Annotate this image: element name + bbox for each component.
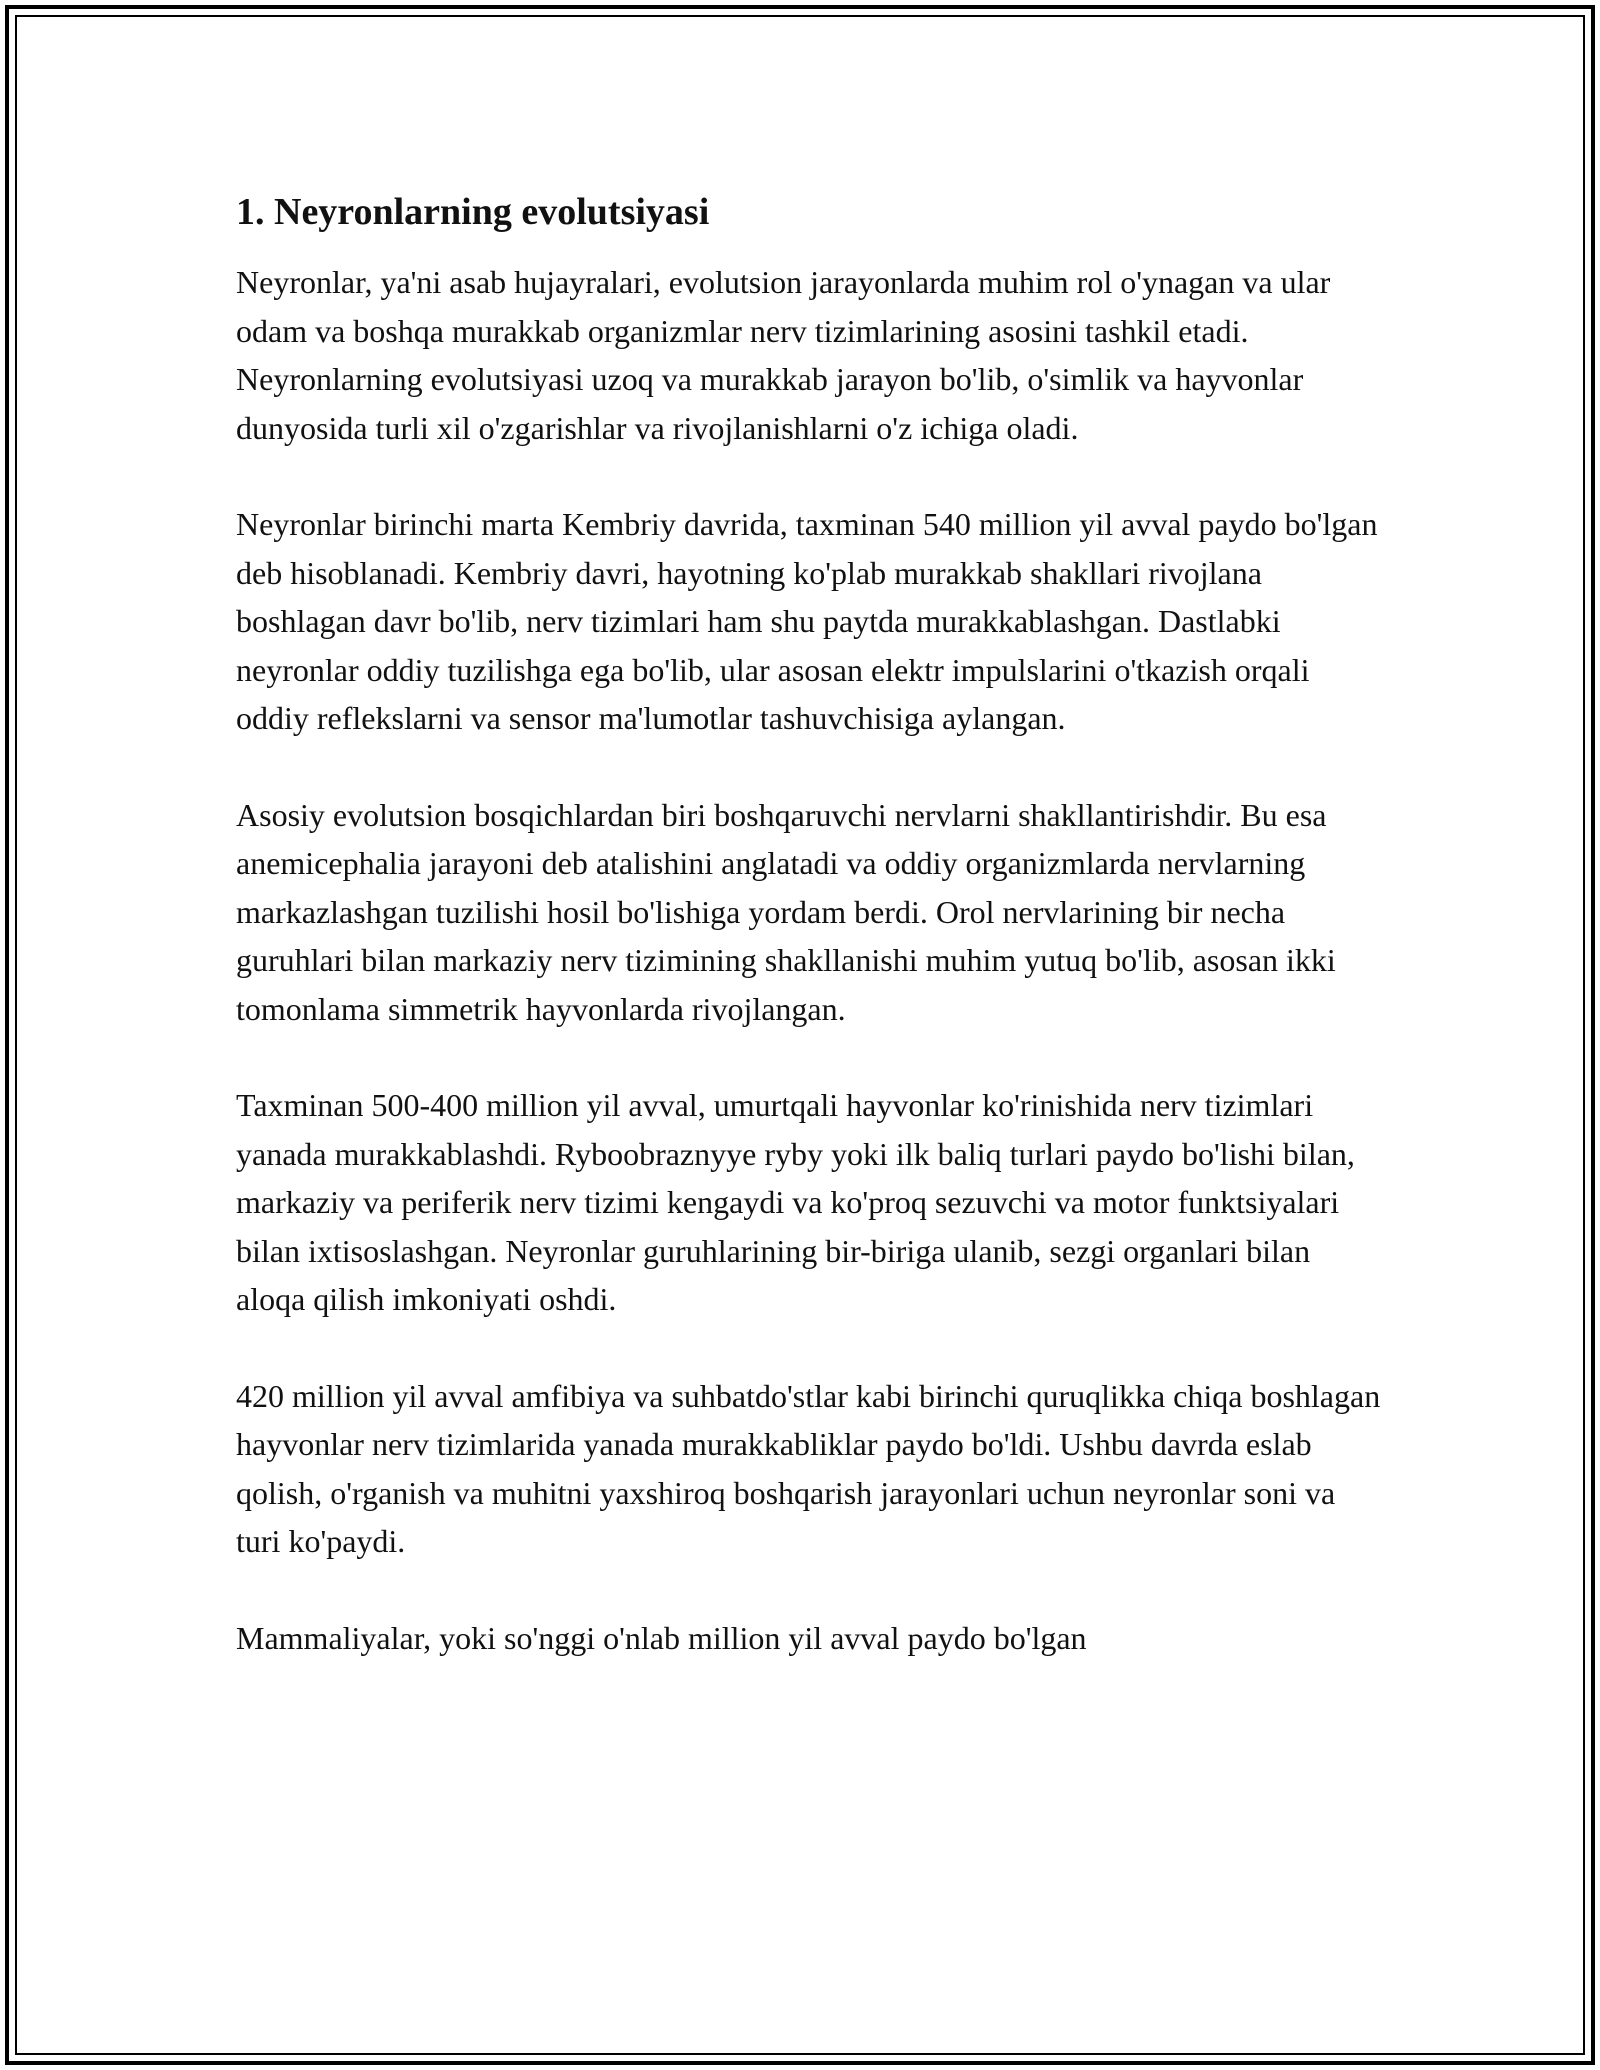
paragraph-6: Mammaliyalar, yoki so'nggi o'nlab million yil avval paydo bo'lgan [236, 1619, 1087, 1656]
document-body [236, 186, 1386, 1710]
section-heading: 1. Neyronlarning evolutsiyasi [236, 191, 710, 233]
paragraph-2: Neyronlar birinchi marta Kembriy davrida, taxminan 540 million yil avval paydo bo'lgan deb hisoblanadi. Kembriy davri, hayotning ko'plab murakkab shakllari rivojlana boshlagan davr bo'lib, nerv tizimlari ham shu paytda murakkablashgan. Dastlabki neyronlar oddiy tuzilishga ega bo'lib, ular asosan elektr impulslarini o'tkazish orqali oddiy reflekslarni va sensor ma'lumotlar tashuvchisiga aylangan. [236, 506, 1378, 736]
paragraph-3: Asosiy evolutsion bosqichlardan biri boshqaruvchi nervlarni shakllantirishdir. Bu esa anemicephalia jarayoni deb atalishini anglatadi va oddiy organizmlarda nervlarning markazlashgan tuzilishi hosil bo'lishiga yordam berdi. Orol nervlarining bir necha guruhlari bilan markaziy nerv tizimining shakllanishi muhim yutuq bo'lib, asosan ikki tomonlama simmetrik hayvonlarda rivojlangan. [236, 796, 1336, 1027]
paragraph-1: Neyronlar, ya'ni asab hujayralari, evolutsion jarayonlarda muhim rol o'ynagan va ular odam va boshqa murakkab organizmlar nerv tizimlarining asosini tashkil etadi. Neyronlarning evolutsiyasi uzoq va murakkab jarayon bo'lib, o'simlik va hayvonlar dunyosida turli xil o'zgarishlar va rivojlanishlarni o'z ichiga oladi. [236, 264, 1331, 446]
paragraph-5: 420 million yil avval amfibiya va suhbatdo'stlar kabi birinchi quruqlikka chiqa boshlagan hayvonlar nerv tizimlarida yanada murakkabliklar paydo bo'ldi. Ushbu davrda eslab qolish, o'rganish va muhitni yaxshiroq boshqarish jarayonlari uchun neyronlar soni va turi ko'paydi. [236, 1377, 1381, 1559]
paragraph-4: Taxminan 500-400 million yil avval, umurtqali hayvonlar ko'rinishida nerv tizimlari yanada murakkablashdi. Ryboobraznyye ryby yoki ilk baliq turlari paydo bo'lishi bilan, markaziy va periferik nerv tizimi kengaydi va ko'proq sezuvchi va motor funktsiyalari bilan ixtisoslashgan. Neyronlar guruhlarining bir-biriga ulanib, sezgi organlari bilan aloqa qilish imkoniyati oshdi. [236, 1087, 1355, 1317]
